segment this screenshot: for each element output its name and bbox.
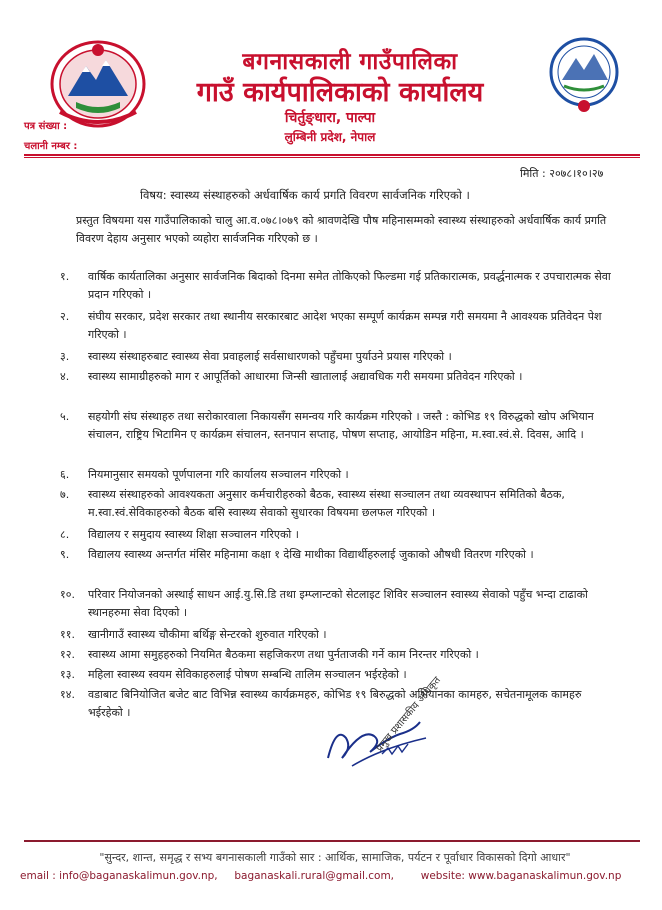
list-item-text: स्वास्थ्य आमा समुहहरुको नियमित बैठकमा सहजिकरण तथा पुर्नताजकी गर्ने काम निरन्तर गरिएको ।: [88, 648, 479, 661]
office-name: गाउँ कार्यपालिकाको कार्यालय: [196, 77, 484, 108]
list-item-number: ७.: [60, 488, 70, 501]
list-item-number: १४.: [60, 688, 75, 701]
list-item-text: खानीगाउँ स्वास्थ्य चौकीमा बर्थिङ्ग सेन्टरको शुरुवात गरिएको ।: [88, 628, 327, 641]
office-province: लुम्बिनी प्रदेश, नेपाल: [284, 130, 376, 144]
list-item-number: १.: [60, 270, 70, 283]
municipality-logo-icon: [548, 36, 620, 114]
footer-divider: [24, 840, 640, 842]
nepal-emblem-icon: [48, 36, 148, 128]
list-item-number: ८.: [60, 528, 70, 541]
list-item-text: नियमानुसार समयको पूर्णपालना गरि कार्यालय सञ्चालन गरिएको ।: [88, 468, 349, 481]
dispatch-number-label: चलानी नम्बर :: [24, 141, 78, 152]
letter-subject: विषय: स्वास्थ्य संस्थाहरुको अर्धवार्षिक कार्य प्रगति विवरण सार्वजनिक गरिएको ।: [140, 188, 470, 202]
list-item-number: ३.: [60, 350, 70, 363]
list-item-number: ६.: [60, 468, 70, 481]
footer-email-official[interactable]: email : info@baganaskalimun.gov.np,: [20, 870, 218, 882]
list-item-number: ५.: [60, 410, 70, 423]
list-item-number: १३.: [60, 668, 75, 681]
list-item-text: परिवार नियोजनको अस्थाई साधन आई.यु.सि.डि तथा इम्प्लान्टको सेटलाइट शिविर सञ्चालन स्वास्थ्य सेवाको पहुँच भन्दा टाढाको स्थानहरुमा सेवा दिएको ।: [88, 588, 588, 619]
list-item-text: विद्यालय र समुदाय स्वास्थ्य शिक्षा सञ्चालन गरिएको ।: [88, 528, 299, 541]
list-item-text: वार्षिक कार्यतालिका अनुसार सार्वजनिक बिदाको दिनमा समेत तोकिएको फिल्डमा गई प्रतिकारात्मक, प्रवर्द्धनात्मक र उपचारात्मक सेवा प्रदान गरिएको ।: [88, 270, 611, 301]
list-item-text: विद्यालय स्वास्थ्य अन्तर्गत मंसिर महिनामा कक्षा १ देखि माथीका विद्यार्थीहरुलाई जुकाको औषधी वितरण गरिएको ।: [88, 548, 534, 561]
list-item-number: १०.: [60, 588, 75, 601]
list-item-number: ९.: [60, 548, 70, 561]
letter-intro: प्रस्तुत विषयमा यस गाउँपालिकाको चालु आ.व.०७८।०७९ को श्रावणदेखि पौष महिनासम्मको स्वास्थ्य संस्थाहरुको अर्धवार्षिक कार्य प्रगति विवरण देहाय अनुसार भएको व्यहोरा सार्वजनिक गरिएको छ ।: [76, 214, 607, 245]
reference-number-label: पत्र संख्या :: [24, 121, 68, 132]
list-item-number: ४.: [60, 370, 70, 383]
footer-website[interactable]: website: www.baganaskalimun.gov.np: [420, 870, 622, 882]
list-item-text: महिला स्वास्थ्य स्वयम सेविकाहरुलाई पोषण सम्बन्धि तालिम सञ्चालन भईरहेको ।: [88, 668, 407, 681]
list-item-text: स्वास्थ्य संस्थाहरुबाट स्वास्थ्य सेवा प्रवाहलाई सर्वसाधारणको पहुँचमा पुर्याउने प्रयास गरिएको ।: [88, 350, 452, 363]
municipality-name: बगनासकाली गाउँपालिका: [242, 49, 458, 75]
header-divider: [24, 154, 640, 156]
list-item-number: १२.: [60, 648, 75, 661]
letter-date: मिति : २०७८।१०।२७: [520, 167, 604, 180]
footer-slogan: "सुन्दर, शान्त, समृद्ध र सभ्य बगनासकाली गाउँको सार : आर्थिक, सामाजिक, पर्यटन र पूर्वाधार विकासको दिगो आधार": [99, 851, 571, 864]
list-item-text: स्वास्थ्य सामाग्रीहरुको माग र आपूर्तिको आधारमा जिन्सी खातालाई अद्यावधिक गरी समयमा प्रतिवेदन गरिएको ।: [88, 370, 523, 383]
footer-contacts: [20, 870, 650, 882]
list-item-text: वडाबाट बिनियोजित बजेट बाट विभिन्न स्वास्थ्य कार्यक्रमहरु, कोभिड १९ बिरुद्धको अभियानका कामहरु, सचेतनामूलक कामहरु भईरहेको ।: [88, 688, 582, 719]
list-item-number: ११.: [60, 628, 75, 641]
signatory-title: प्रमुख प्रशासकीय अधिकृत: [374, 675, 444, 754]
header-divider-thin: [24, 157, 640, 158]
list-item-text: स्वास्थ्य संस्थाहरुको आवश्यकता अनुसार कर्मचारीहरुको बैठक, स्वास्थ्य संस्था सञ्चालन तथा व्यवस्थापन समितिको बैठक, म.स्वा.स्वं.सेविकाहरुको बैठक बसि स्वास्थ्य सेवाको सुधारका विषयमा छलफल गरिएको ।: [88, 488, 565, 519]
list-item-number: २.: [60, 310, 70, 323]
letterhead: [0, 0, 662, 160]
footer-email-gmail[interactable]: baganaskali.rural@gmail.com,: [234, 870, 395, 882]
office-location: चिर्तुङ्धारा, पाल्पा: [284, 110, 376, 126]
list-item-text: सहयोगी संघ संस्थाहरु तथा सरोकारवाला निकायसँग समन्वय गरि कार्यक्रम गरिएको । जस्तै : कोभिड १९ विरुद्धको खोप अभियान संचालन, राष्ट्रिय भिटामिन ए कार्यक्रम संचालन, स्तनपान सप्ताह, पोषण सप्ताह, आयोडिन महिना, म.स्वा.स्वं.से. दिवस, आदि ।: [88, 410, 594, 441]
list-item-text: संघीय सरकार, प्रदेश सरकार तथा स्थानीय सरकारबाट आदेश भएका सम्पूर्ण कार्यक्रम सम्पन्न गरी समयमा नै आवश्यक प्रतिवेदन पेश गरिएको ।: [88, 310, 602, 341]
